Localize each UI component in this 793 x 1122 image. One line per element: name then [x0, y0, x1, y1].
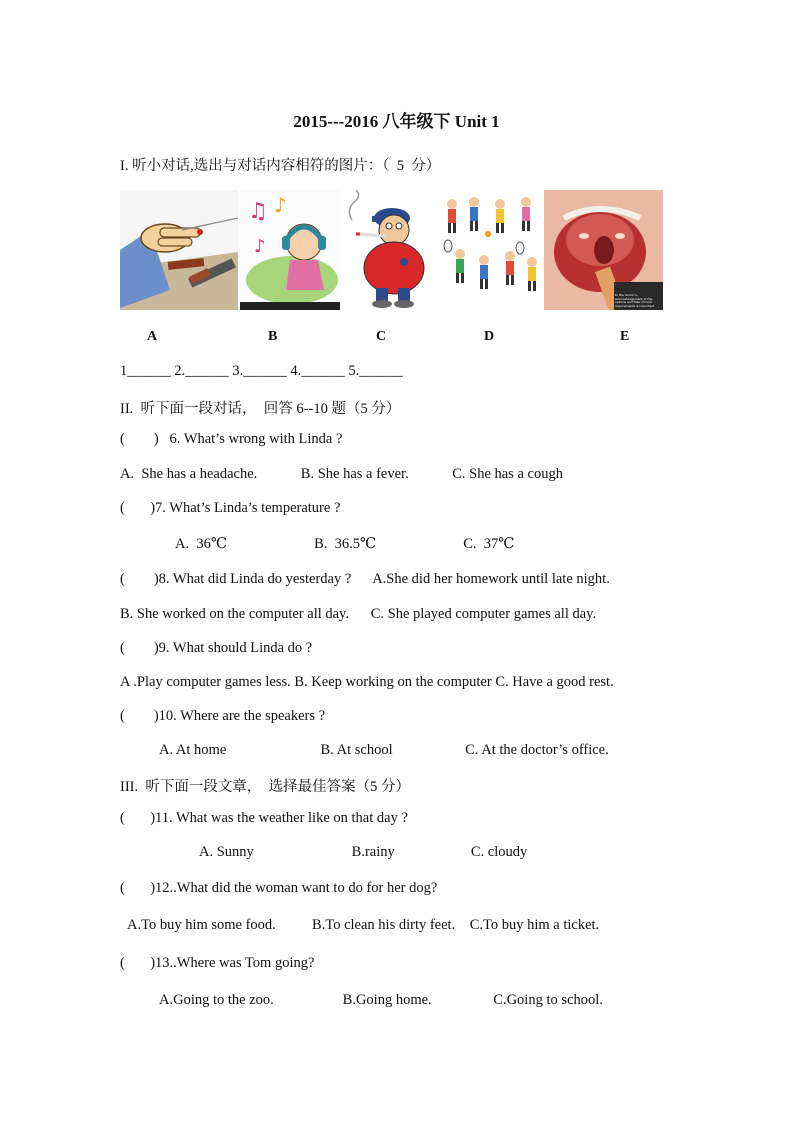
section1-heading: I. 听小对话,选出与对话内容相符的图片：（ 5 分）: [120, 158, 441, 174]
sore-throat-mouth-icon: [544, 190, 663, 310]
headphones-music-girl-icon: [240, 190, 340, 310]
image-c: [342, 190, 438, 310]
svg-text:♪: ♪: [274, 193, 287, 217]
question-8: ( )8. What did Linda do yesterday ? A.She did her homework until late night.: [120, 571, 610, 587]
question-10: ( )10. Where are the speakers ?: [120, 708, 326, 724]
question-9-options: A .Play computer games less. B. Keep working on the computer C. Have a good rest.: [120, 674, 614, 690]
question-13: ( )13..Where was Tom going?: [120, 955, 315, 971]
page-title: 2015---2016 八年级下 Unit 1: [293, 112, 500, 131]
image-b: [240, 190, 340, 310]
question-11-options: A. Sunny B.rainy C. cloudy: [199, 844, 528, 860]
question-8-options: B. She worked on the computer all day. C. She played computer games all day.: [120, 606, 597, 622]
image-label-e: E: [620, 329, 630, 344]
image-d: [440, 190, 542, 310]
question-7-options: A. 36℃ B. 36.5℃ C. 37℃: [175, 536, 515, 552]
question-12-options: A.To buy him some food. B.To clean his dirty feet. C.To buy him a ticket.: [127, 917, 600, 933]
question-11: ( )11. What was the weather like on that day ?: [120, 810, 408, 826]
image-label-a: A: [147, 329, 158, 344]
svg-text:♫: ♫: [248, 199, 268, 224]
image-label-c: C: [376, 329, 387, 344]
question-9: ( )9. What should Linda do ?: [120, 640, 313, 656]
question-12: ( )12..What did the woman want to do for her dog?: [120, 880, 438, 896]
question-13-options: A.Going to the zoo. B.Going home. C.Going to school.: [159, 992, 603, 1008]
question-6-options: A. She has a headache. B. She has a fever. C. She has a cough: [120, 466, 563, 482]
image-label-d: D: [484, 329, 495, 344]
section3-heading: III. 听下面一段文章， 选择最佳答案（5 分）: [120, 779, 410, 795]
image-label-b: B: [268, 329, 278, 344]
section2-heading: II. 听下面一段对话， 回答 6--10 题（5 分）: [120, 401, 401, 417]
svg-text:♪: ♪: [254, 236, 266, 257]
image-e: [544, 190, 663, 310]
smoking-man-icon: [342, 190, 438, 310]
question-7: ( )7. What’s Linda’s temperature ?: [120, 500, 341, 516]
answer-blanks: 1______ 2.______ 3.______ 4.______ 5.______: [120, 363, 403, 379]
question-6: ( ) 6. What’s wrong with Linda ?: [120, 431, 343, 447]
image-a: [120, 190, 238, 310]
question-10-options: A. At home B. At school C. At the doctor’s office.: [159, 742, 609, 758]
kids-playing-sports-icon: [440, 190, 542, 310]
image-e-caption: to the doctor's, acknowledgement of the options and their clinical requirements is important: [615, 293, 655, 308]
cut-finger-knife-icon: [120, 190, 238, 310]
